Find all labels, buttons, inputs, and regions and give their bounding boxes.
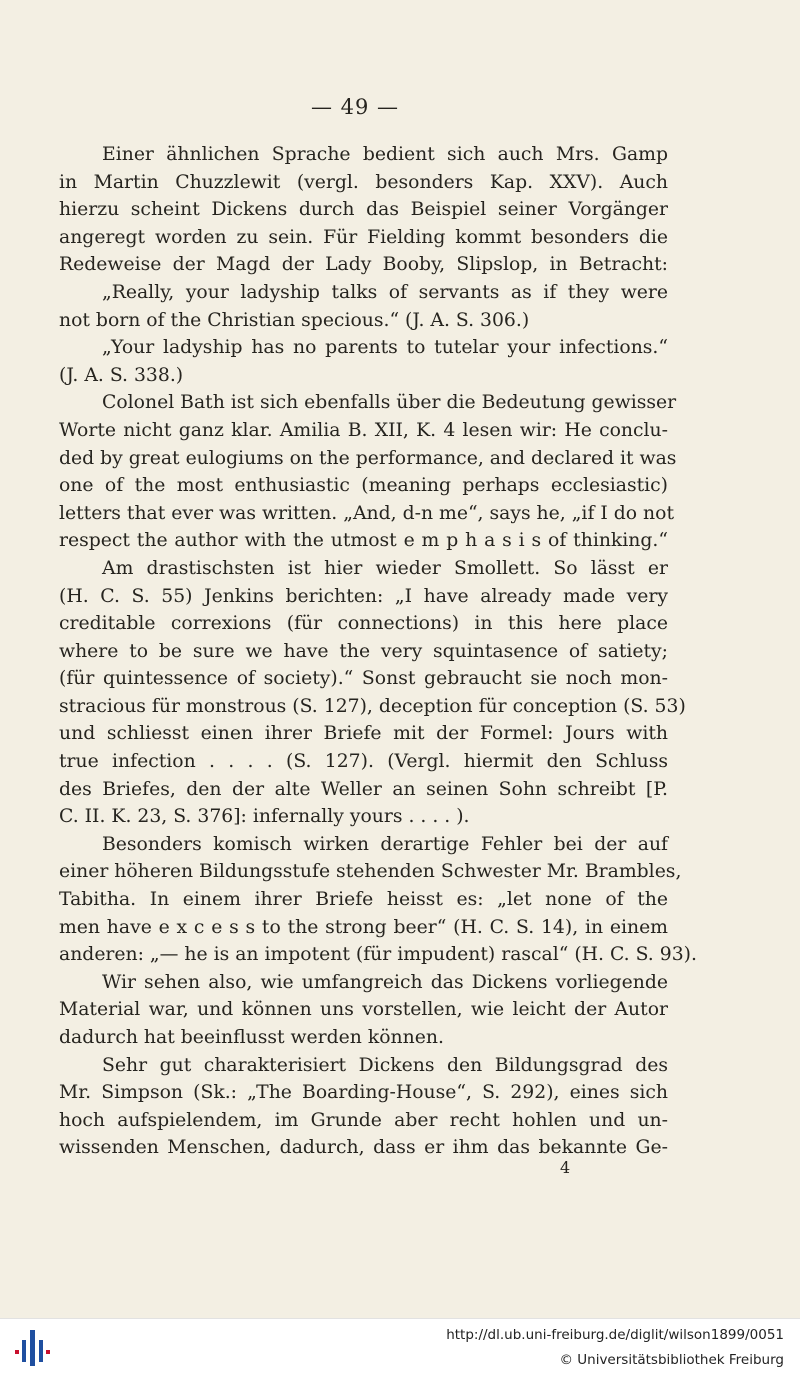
footer-bar bbox=[0, 1318, 800, 1376]
text-line: Redeweise der Magd der Lady Booby, Slipslop, in Betracht: bbox=[59, 254, 668, 276]
ub-freiburg-logo-icon[interactable] bbox=[12, 1328, 52, 1368]
text-line: C. II. K. 23, S. 376]: infernally yours . . . . ). bbox=[59, 806, 470, 828]
text-line: true infection . . . . (S. 127). (Vergl. hiermit den Schluss bbox=[59, 751, 668, 773]
text-line: „Your ladyship has no parents to tutelar your infections.“ bbox=[102, 337, 668, 359]
text-line: hierzu scheint Dickens durch das Beispiel seiner Vorgänger bbox=[59, 199, 668, 221]
text-line: hoch aufspielendem, im Grunde aber recht hohlen und un- bbox=[59, 1109, 668, 1131]
text-line: Tabitha. In einem ihrer Briefe heisst es: „let none of the bbox=[59, 889, 668, 911]
text-line: Mr. Simpson (Sk.: „The Boarding-House“, S. 292), eines sich bbox=[59, 1082, 668, 1104]
text-line: Einer ähnlichen Sprache bedient sich auch Mrs. Gamp bbox=[102, 144, 668, 165]
text-line: letters that ever was written. „And, d-n me“, says he, „if I do not bbox=[59, 502, 675, 524]
text-line: one of the most enthusiastic (meaning perhaps ecclesiastic) bbox=[59, 475, 668, 497]
text-line: angeregt worden zu sein. Für Fielding kommt besonders die bbox=[59, 226, 668, 248]
text-line: Worte nicht ganz klar. Amilia B. XII, K. 4 lesen wir: He conclu- bbox=[59, 419, 668, 441]
text-line: wissenden Menschen, dadurch, dass er ihm das bekannte Ge- bbox=[59, 1137, 668, 1159]
text-line: Colonel Bath ist sich ebenfalls über die Bedeutung gewisser bbox=[102, 392, 677, 414]
text-line: einer höheren Bildungsstufe stehenden Schwester Mr. Brambles, bbox=[59, 861, 682, 883]
text-line: (H. C. S. 55) Jenkins berichten: „I have already made very bbox=[59, 585, 668, 607]
document-url-link[interactable]: http://dl.ub.uni-freiburg.de/diglit/wilson1899/0051 bbox=[446, 1327, 784, 1343]
body-text bbox=[59, 141, 697, 1162]
text-line: des Briefes, den der alte Weller an seinen Sohn schreibt [P. bbox=[59, 778, 668, 800]
text-line: (für quintessence of society).“ Sonst gebraucht sie noch mon- bbox=[59, 668, 668, 690]
text-line: where to be sure we have the very squintasence of satiety; bbox=[59, 640, 668, 662]
text-line: „Really, your ladyship talks of servants as if they were bbox=[102, 281, 668, 303]
text-line: men have e x c e s s to the strong beer“ (H. C. S. 14), in einem bbox=[59, 916, 668, 938]
text-line: creditable correxions (für connections) in this here place bbox=[59, 613, 668, 635]
text-line: stracious für monstrous (S. 127), deception für conception (S. 53) bbox=[59, 695, 686, 717]
text-line: anderen: „— he is an impotent (für impudent) rascal“ (H. C. S. 93). bbox=[59, 944, 697, 966]
text-line: und schliesst einen ihrer Briefe mit der Formel: Jours with bbox=[59, 723, 668, 745]
text-line: Material war, und können uns vorstellen, wie leicht der Autor bbox=[59, 999, 668, 1021]
text-line: respect the author with the utmost e m p h a s i s of thinking.“ bbox=[59, 530, 668, 552]
text-line: (J. A. S. 338.) bbox=[59, 364, 184, 386]
signature-mark: 4 bbox=[560, 1158, 571, 1177]
text-line: Wir sehen also, wie umfangreich das Dickens vorliegende bbox=[102, 971, 668, 993]
text-line: Besonders komisch wirken derartige Fehler bei der auf bbox=[102, 833, 668, 855]
text-line: Sehr gut charakterisiert Dickens den Bildungsgrad des bbox=[102, 1054, 668, 1076]
text-line: in Martin Chuzzlewit (vergl. besonders Kap. XXV). Auch bbox=[59, 171, 668, 193]
text-line: not born of the Christian specious.“ (J. A. S. 306.) bbox=[59, 309, 530, 331]
text-line: ded by great eulogiums on the performance, and declared it was bbox=[59, 447, 677, 469]
copyright-notice: © Universitätsbibliothek Freiburg bbox=[559, 1352, 784, 1368]
text-line: dadurch hat beeinflusst werden können. bbox=[59, 1027, 444, 1048]
text-line: Am drastischsten ist hier wieder Smollett. So lässt er bbox=[102, 557, 668, 579]
page-number: — 49 — bbox=[310, 95, 400, 119]
